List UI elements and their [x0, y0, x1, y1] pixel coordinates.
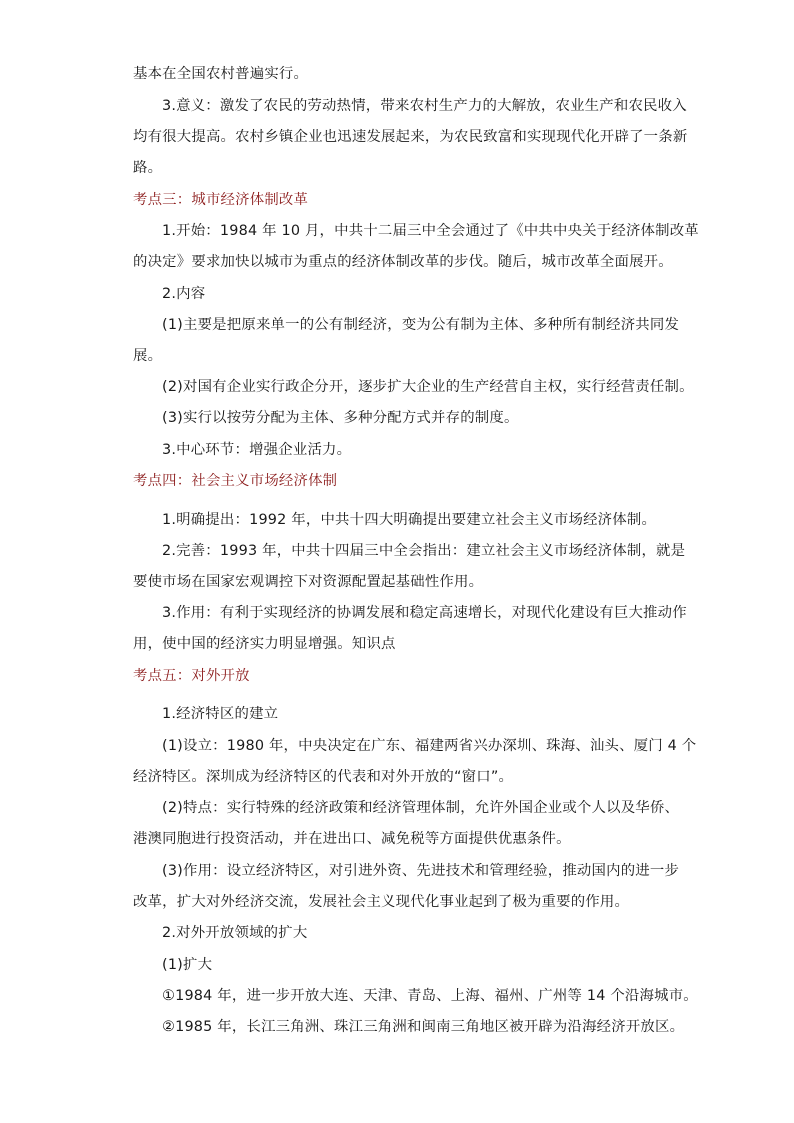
- text-line: 2.对外开放领域的扩大: [162, 925, 308, 941]
- text-line: 1.明确提出：1992 年，中共十四大明确提出要建立社会主义市场经济体制。: [162, 512, 657, 528]
- text-line: (2)特点：实行特殊的经济政策和经济管理体制，允许外国企业或个人以及华侨、: [162, 800, 680, 816]
- section-heading-4: 考点四：社会主义市场经济体制: [133, 473, 338, 489]
- text-line: 2.内容: [162, 286, 206, 302]
- text-line: 3.意义：激发了农民的劳动热情，带来农村生产力的大解放，农业生产和农民收入: [162, 98, 687, 114]
- text-line: 改革，扩大对外经济交流，发展社会主义现代化事业起到了极为重要的作用。: [133, 894, 630, 910]
- section-heading-3: 考点三：城市经济体制改革: [133, 192, 309, 208]
- text-line: 3.中心环节：增强企业活力。: [162, 442, 352, 458]
- text-line: (1)主要是把原来单一的公有制经济，变为公有制为主体、多种所有制经济共同发: [162, 317, 680, 333]
- text-line: 港澳同胞进行投资活动，并在进出口、减免税等方面提供优惠条件。: [133, 831, 571, 847]
- text-line: 均有很大提高。农村乡镇企业也迅速发展起来，为农民致富和实现现代化开辟了一条新: [133, 129, 688, 145]
- text-line: 经济特区。深圳成为经济特区的代表和对外开放的“窗口”。: [133, 769, 514, 785]
- text-line: 要使市场在国家宏观调控下对资源配置起基础性作用。: [133, 574, 484, 590]
- text-line: 的决定》要求加快以城市为重点的经济体制改革的步伐。随后，城市改革全面展开。: [133, 254, 673, 270]
- text-line: ①1984 年，进一步开放大连、天津、青岛、上海、福州、广州等 14 个沿海城市。: [162, 988, 698, 1004]
- section-heading-5: 考点五：对外开放: [133, 668, 250, 684]
- text-line: 1.开始：1984 年 10 月，中共十二届三中全会通过了《中共中央关于经济体制改革: [162, 223, 699, 239]
- text-line: (1)扩大: [162, 957, 213, 973]
- text-line: 用，使中国的经济实力明显增强。知识点: [133, 636, 396, 652]
- text-line: (1)设立：1980 年，中央决定在广东、福建两省兴办深圳、珠海、汕头、厦门 4 个: [162, 738, 697, 754]
- text-line: (2)对国有企业实行政企分开，逐步扩大企业的生产经营自主权，实行经营责任制。: [162, 379, 694, 395]
- text-line: 2.完善：1993 年，中共十四届三中全会指出：建立社会主义市场经济体制，就是: [162, 543, 686, 559]
- text-line: 1.经济特区的建立: [162, 706, 279, 722]
- text-line: 展。: [133, 348, 163, 364]
- text-line: (3)实行以按劳分配为主体、多种分配方式并存的制度。: [162, 410, 519, 426]
- text-line: 基本在全国农村普遍实行。: [133, 66, 309, 82]
- text-line: ②1985 年，长江三角洲、珠江三角洲和闽南三角地区被开辟为沿海经济开放区。: [162, 1019, 685, 1035]
- text-line: (3)作用：设立经济特区，对引进外资、先进技术和管理经验，推动国内的进一步: [162, 863, 680, 879]
- text-line: 3.作用：有利于实现经济的协调发展和稳定高速增长，对现代化建设有巨大推动作: [162, 605, 687, 621]
- text-line: 路。: [133, 160, 163, 176]
